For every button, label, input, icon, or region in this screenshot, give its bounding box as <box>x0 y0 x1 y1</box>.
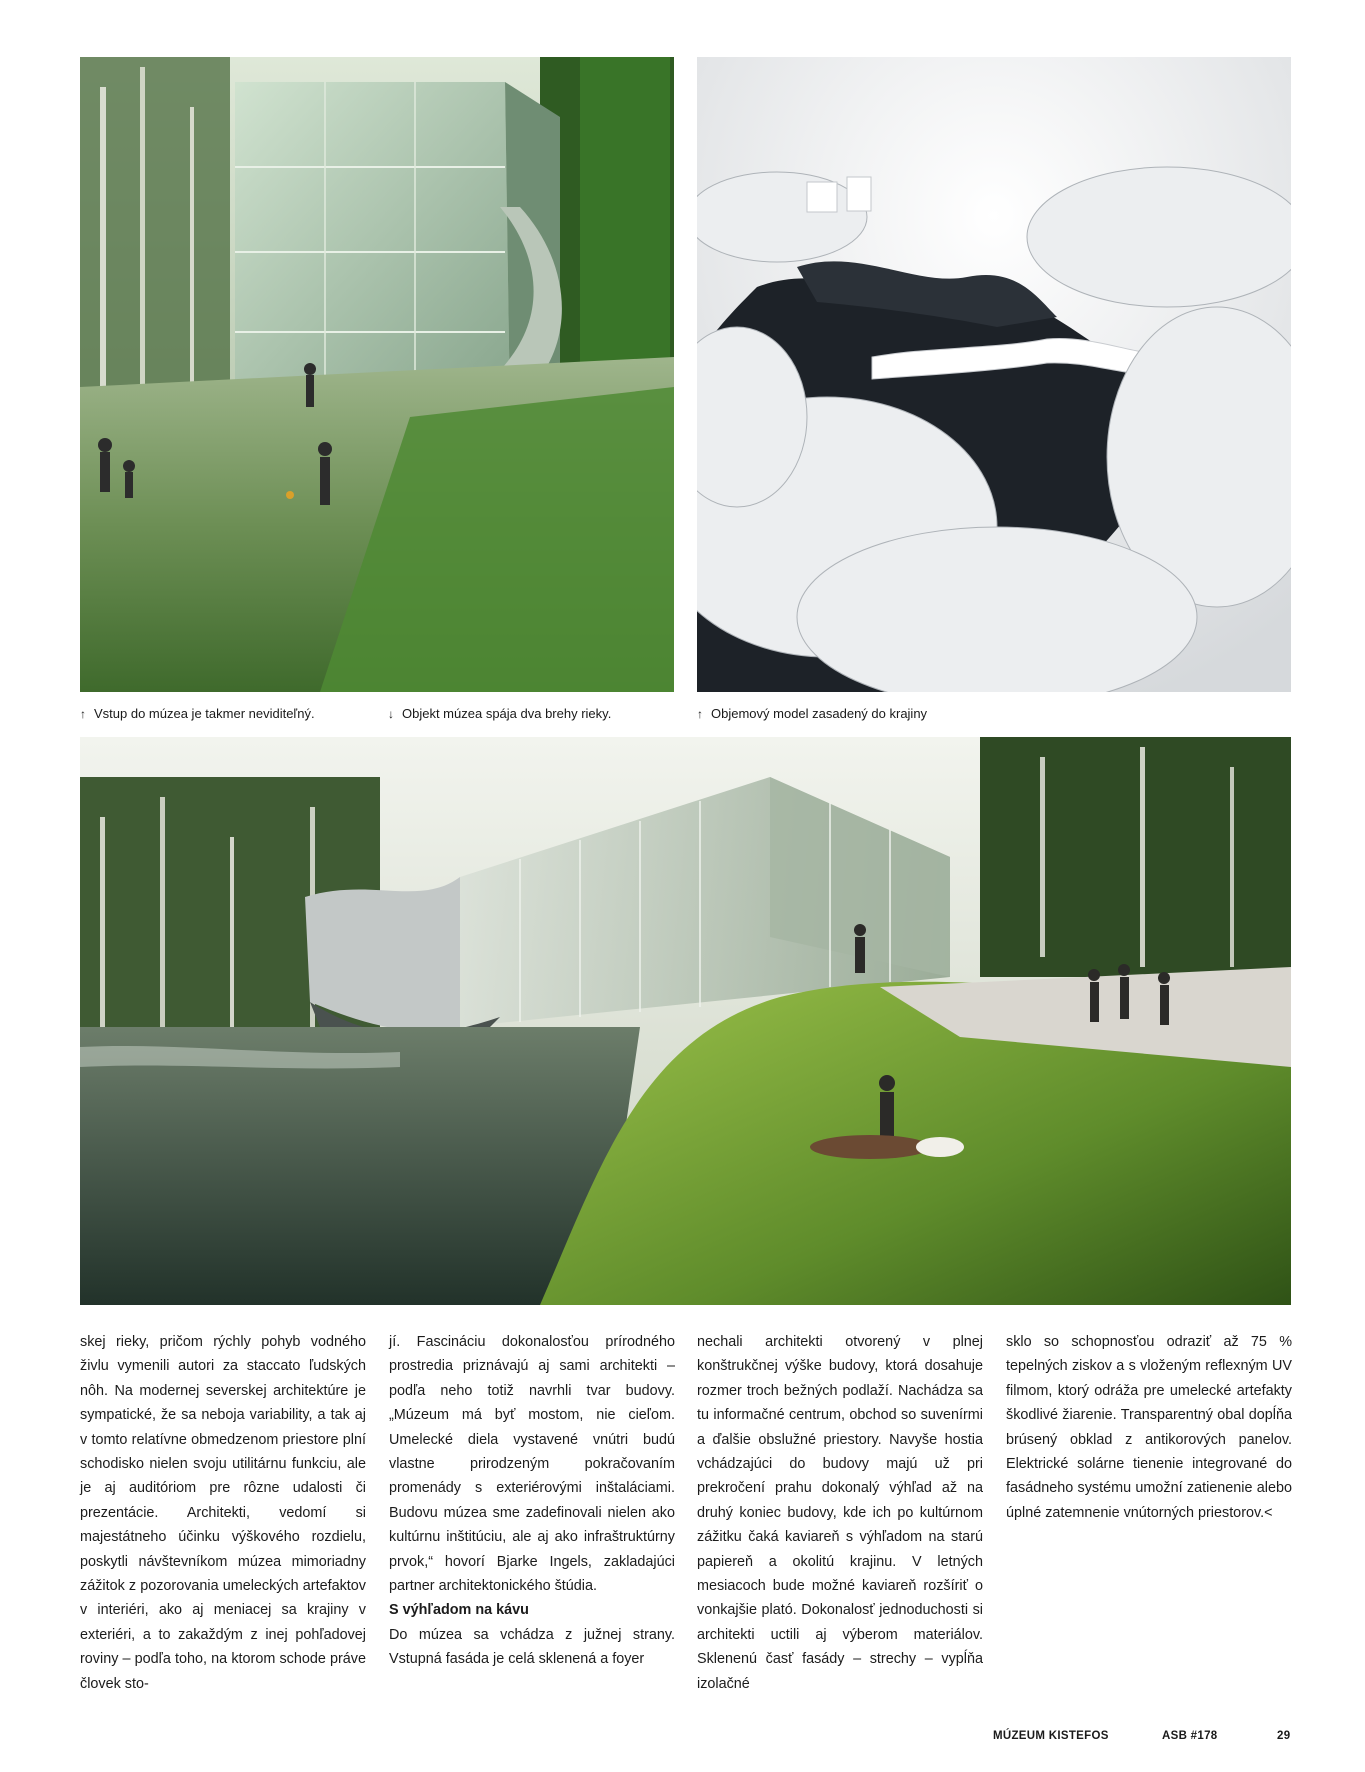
footer-page-number: 29 <box>1277 1730 1291 1742</box>
arrow-up-icon: ↑ <box>80 707 86 721</box>
caption-model <box>697 706 927 722</box>
forest-glass-pavilion-icon <box>80 57 674 692</box>
entrance-rendering-image <box>80 57 674 692</box>
article-paragraph: nechali architekti otvorený v plnej konštrukčnej výške budovy, ktorá dosahuje rozmer troch bežných podlaží. Nachádza sa tu informačné centrum, obchod so suvenírmi a ďalšie obslužné priestory. Navyše hostia vchádzajúci do budovy majú už pri prekročení prahu dokonalý výhľad až na druhý koniec budovy, kde ich po kultúrnom zážitku čaká kaviareň s výhľadom na starú papiereň a okolitú krajinu. V letných mesiacoch bude možné kaviareň rozšíriť o vonkajšie plató. Dokonalosť jednoduchosti si architekti uctili aj výberom materiálov. Sklenenú časť fasády – strechy – vypĺňa izolačné <box>697 1334 983 1692</box>
article-column-1 <box>80 1330 366 1696</box>
caption-entrance <box>80 706 315 722</box>
article-paragraph: jí. Fascináciu dokonalosťou prírodného prostredia priznávajú aj sami architekti – podľa neho totiž navrhli tvar budovy. „Múzeum má byť mostom, nie cieľom. Umelecké diela vystavené vnútri budú vlastne prirodzeným pokračovaním promenády s exteriérovými inštaláciami. Budovu múzea sme zadefinovali nielen ako kultúrnu inštitúciu, ale aj ako infraštruktúrny prvok,“ hovorí Bjarke Ingels, zakladajúci partner architektonického štúdia. <box>389 1334 675 1595</box>
article-paragraph: Do múzea sa vchádza z južnej strany. Vstupná fasáda je celá sklenená a foyer <box>389 1626 675 1668</box>
article-column-3 <box>697 1330 983 1696</box>
arrow-down-icon: ↓ <box>388 707 394 721</box>
twisted-bridge-museum-icon <box>80 737 1291 1305</box>
arrow-up-icon: ↑ <box>697 707 703 721</box>
caption-bridge <box>388 706 611 722</box>
model-rendering-image <box>697 57 1291 692</box>
white-landscape-model-icon <box>697 57 1291 692</box>
article-paragraph: skej rieky, pričom rýchly pohyb vodného živlu vymenili autori za staccato ľudských nôh. Na modernej severskej architektúre je sympatické, že sa neboja variability, a tak aj v tomto relatívne obmedzenom priestore plní schodisko nielen svoju utilitárnu funkciu, ale je aj auditóriom pre rôzne udalosti či prezentácie. Architekti, vedomí si majestátneho účinku výškového rozdielu, poskytli návštevníkom múzea mimoriadny zážitok z pozorovania umeleckých artefaktov v interiéri, ako aj meniacej sa krajiny v exteriéri, a to zakaždým z inej pohľadovej roviny – podľa toho, na ktorom schode práve človek sto- <box>80 1334 366 1692</box>
footer-magazine-issue: ASB #178 <box>1162 1730 1218 1742</box>
caption-text: Objekt múzea spája dva brehy rieky. <box>402 706 612 721</box>
caption-text: Vstup do múzea je takmer neviditeľný. <box>94 706 315 721</box>
article-subheading: S výhľadom na kávu <box>389 1602 529 1619</box>
article-column-4 <box>1006 1330 1292 1525</box>
bridge-rendering-image <box>80 737 1291 1305</box>
footer-section-title: MÚZEUM KISTEFOS <box>993 1730 1109 1742</box>
article-paragraph: sklo so schopnosťou odraziť až 75 % tepelných ziskov a s vloženým reflexným UV filmom, ktorý odráža pre umelecké artefakty škodlivé žiarenie. Transparentný obal dopĺňa brúsený obklad z antikorových panelov. Elektrické solárne tienenie integrované do fasádneho systému umožní zatienenie alebo úplné zatemnenie vnútorných priestorov.< <box>1006 1334 1292 1521</box>
caption-text: Objemový model zasadený do krajiny <box>711 706 928 721</box>
article-column-2 <box>389 1330 675 1672</box>
